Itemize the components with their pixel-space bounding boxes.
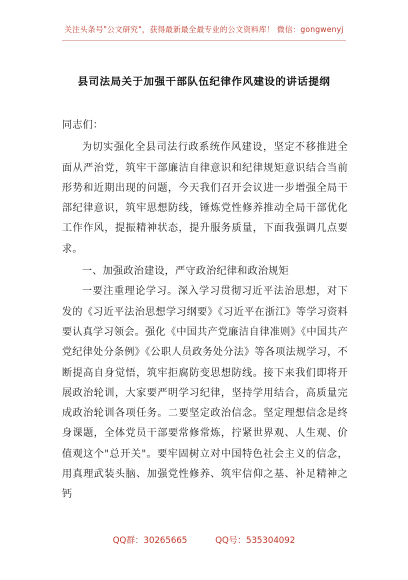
section-heading-1: 一、加强政治建设，严守政治纪律和政治规矩 xyxy=(82,266,289,278)
paragraph-section-1: 一要注重理论学习。深入学习贯彻习近平法治思想，对下发的《习近平法治思想学习纲要》《习近平在浙江》等学习资料要认真学习领会。强化《中国共产党廉洁自律准则》《中国共产党纪律处分条例》《公职人员政务处分法》等各项法规学习，不断提高自身觉悟，筑牢拒腐防变思想防线。接下来我们即将开展政治轮训，大家要严明学习纪律，坚持学用结合，高质量完成政治轮训各项任务。二要坚定政治信念。坚定理想信念是终身课题，全体党员干部要常修常炼，拧紧世界观、人生观、价值观这个"总开关"。要牢固树立对中国特色社会主义的信念，用真理武装头脑、加强党性修养、筑牢信仰之基、补足精神之钙 xyxy=(62,286,348,501)
document-title: 县司法局关于加强干部队伍纪律作风建设的讲话提纲 xyxy=(77,76,331,88)
header-divider xyxy=(62,40,346,41)
salutation: 同志们： xyxy=(62,120,104,131)
footer-qq-group: QQ群：30265665 xyxy=(112,536,188,546)
document-body xyxy=(62,116,348,506)
footer-qq-number: QQ号：535304092 xyxy=(215,536,296,546)
paragraph-intro: 为切实强化全县司法行政系统作风建设，坚定不移推进全面从严治党，筑牢干部廉洁自律意识和纪律规矩意识结合当前形势和近期出现的问题，今天我们召开会议进一步增强全局干部纪律意识，筑牢思想防线，锤炼党性修养推动全局干部优化工作作风，提振精神状态，提升服务质量，下面我强调几点要求。 xyxy=(62,142,348,255)
header-promo-note: 关注头条号"公文研究"，获得最新最全最专业的公文资料库！ 微信：gongwenyj xyxy=(64,25,344,34)
footer-contact xyxy=(0,534,408,546)
